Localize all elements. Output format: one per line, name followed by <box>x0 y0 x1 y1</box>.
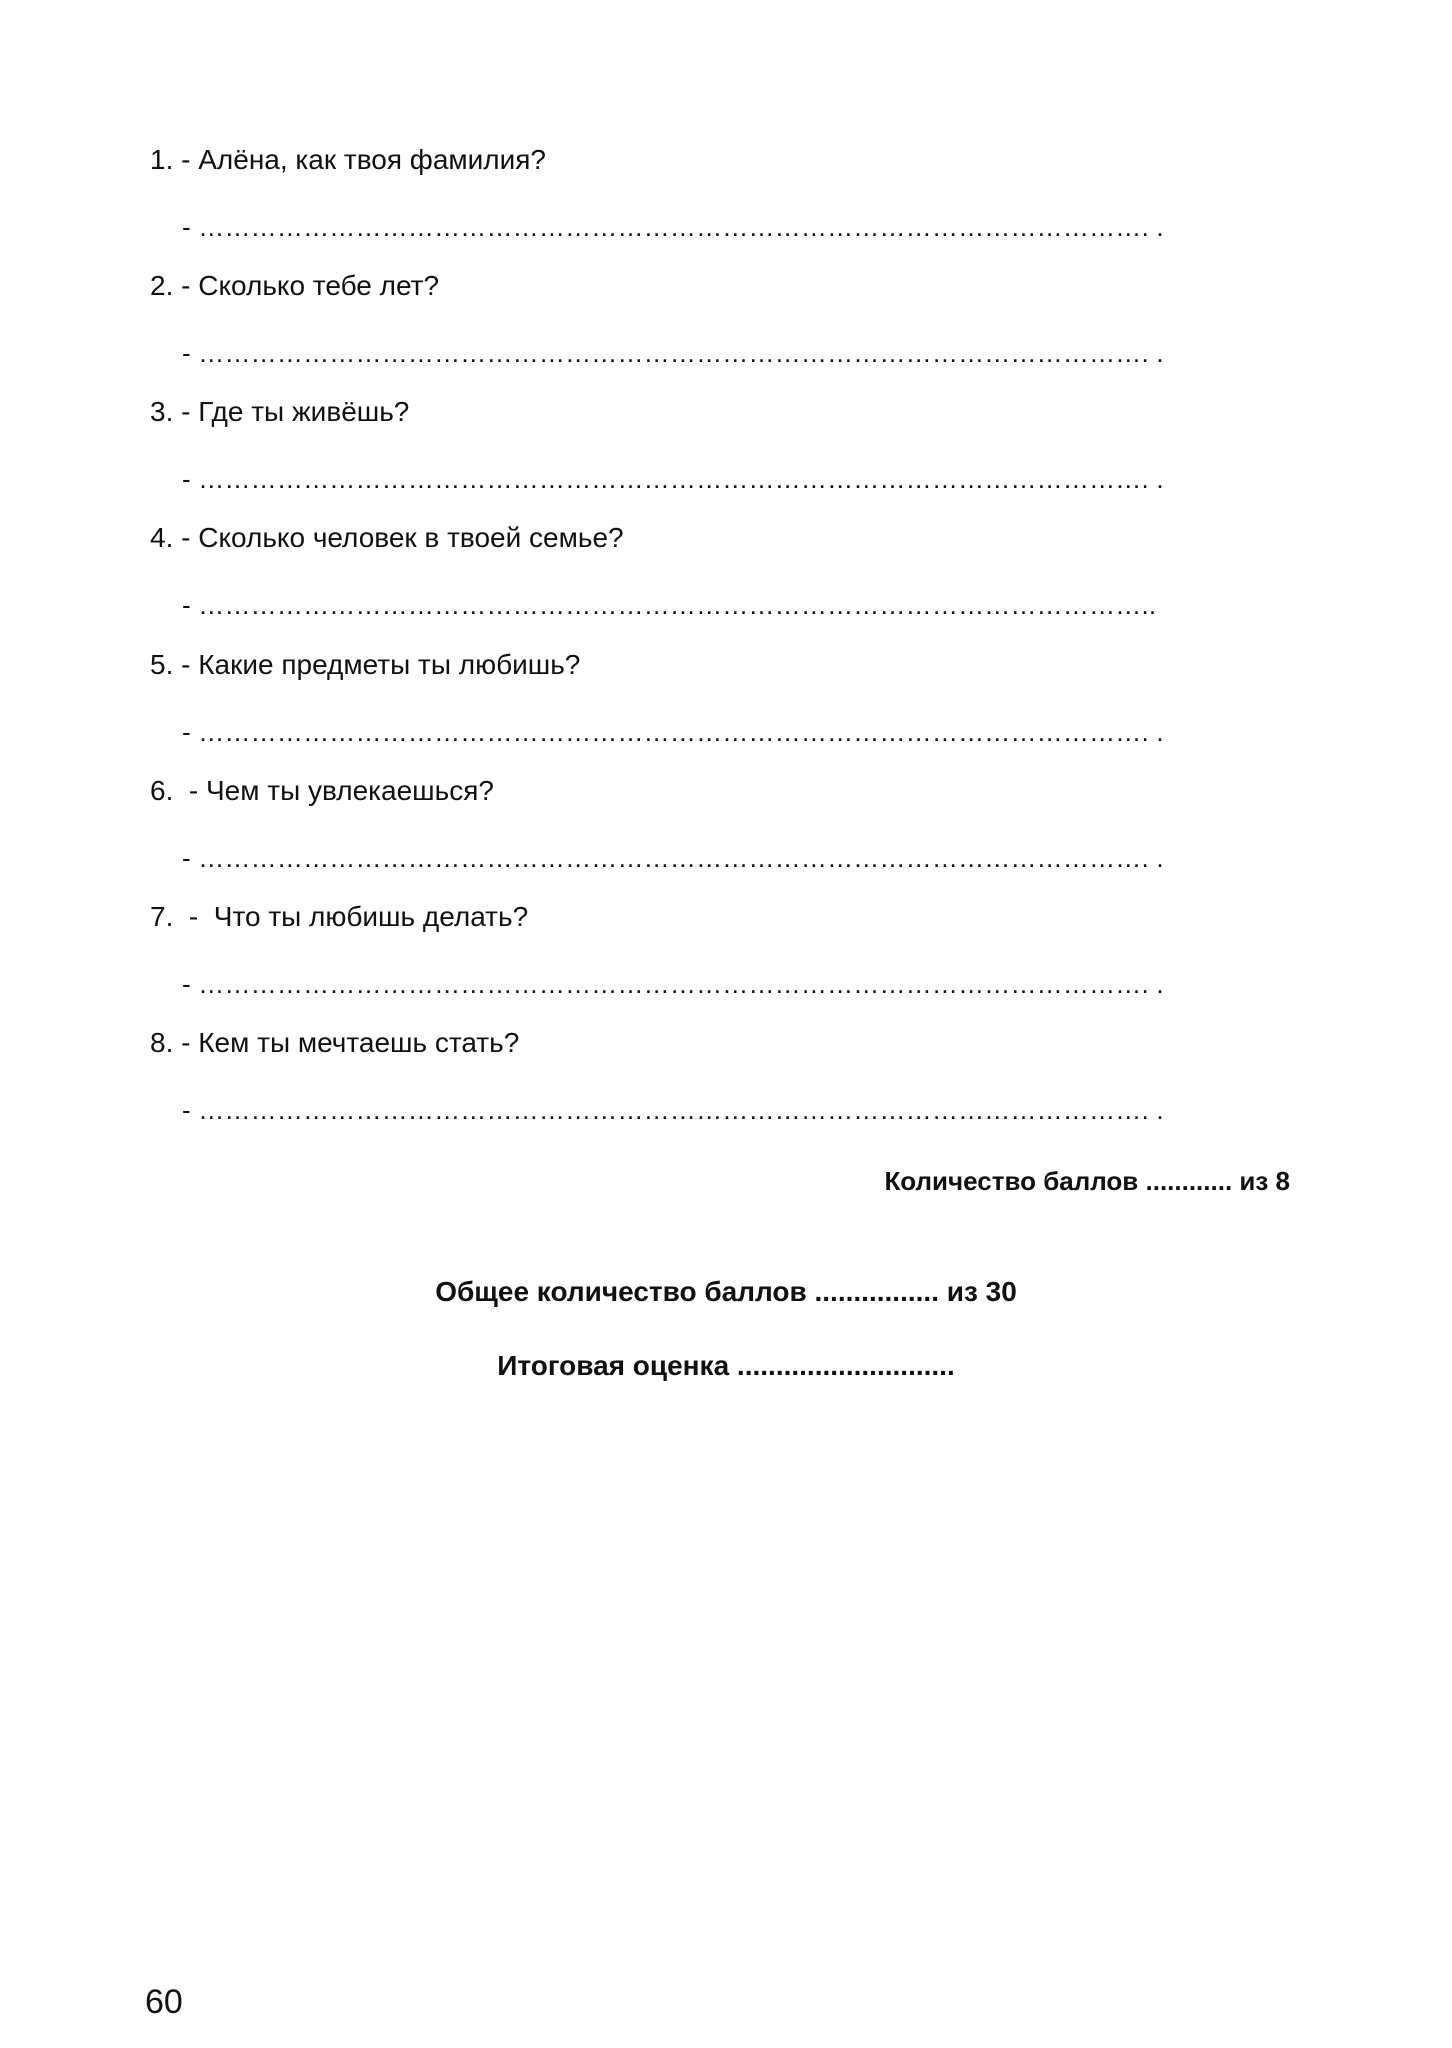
question-6: 6. - Чем ты увлекаешься? <box>150 775 494 806</box>
total-score: Общее количество баллов ................ из 30 <box>435 1276 1017 1307</box>
answer-line-2[interactable]: - ………………………………………………………………………………………………. . <box>182 338 1164 368</box>
question-1: 1. - Алёна, как твоя фамилия? <box>150 144 546 175</box>
answer-line-4[interactable]: - ……………………………………………………………………………………………….. <box>182 590 1157 620</box>
question-7: 7. - Что ты любишь делать? <box>150 901 529 932</box>
answer-line-6[interactable]: - ………………………………………………………………………………………………. . <box>182 843 1164 873</box>
question-5: 5. - Какие предметы ты любишь? <box>150 649 581 680</box>
question-3: 3. - Где ты живёшь? <box>150 396 410 427</box>
section-score: Количество баллов ............ из 8 <box>884 1166 1290 1196</box>
question-4: 4. - Сколько человек в твоей семье? <box>150 522 624 553</box>
answer-line-3[interactable]: - ………………………………………………………………………………………………. . <box>182 464 1164 494</box>
page-number: 60 <box>145 1983 183 2021</box>
final-grade: Итоговая оценка ............................ <box>497 1350 955 1381</box>
answer-line-7[interactable]: - ………………………………………………………………………………………………. . <box>182 969 1164 999</box>
answer-line-8[interactable]: - ………………………………………………………………………………………………. . <box>182 1095 1164 1125</box>
question-8: 8. - Кем ты мечтаешь стать? <box>150 1027 520 1058</box>
answer-line-1[interactable]: - ………………………………………………………………………………………………. . <box>182 212 1164 242</box>
question-2: 2. - Сколько тебе лет? <box>150 270 440 301</box>
answer-line-5[interactable]: - ………………………………………………………………………………………………. . <box>182 717 1164 747</box>
